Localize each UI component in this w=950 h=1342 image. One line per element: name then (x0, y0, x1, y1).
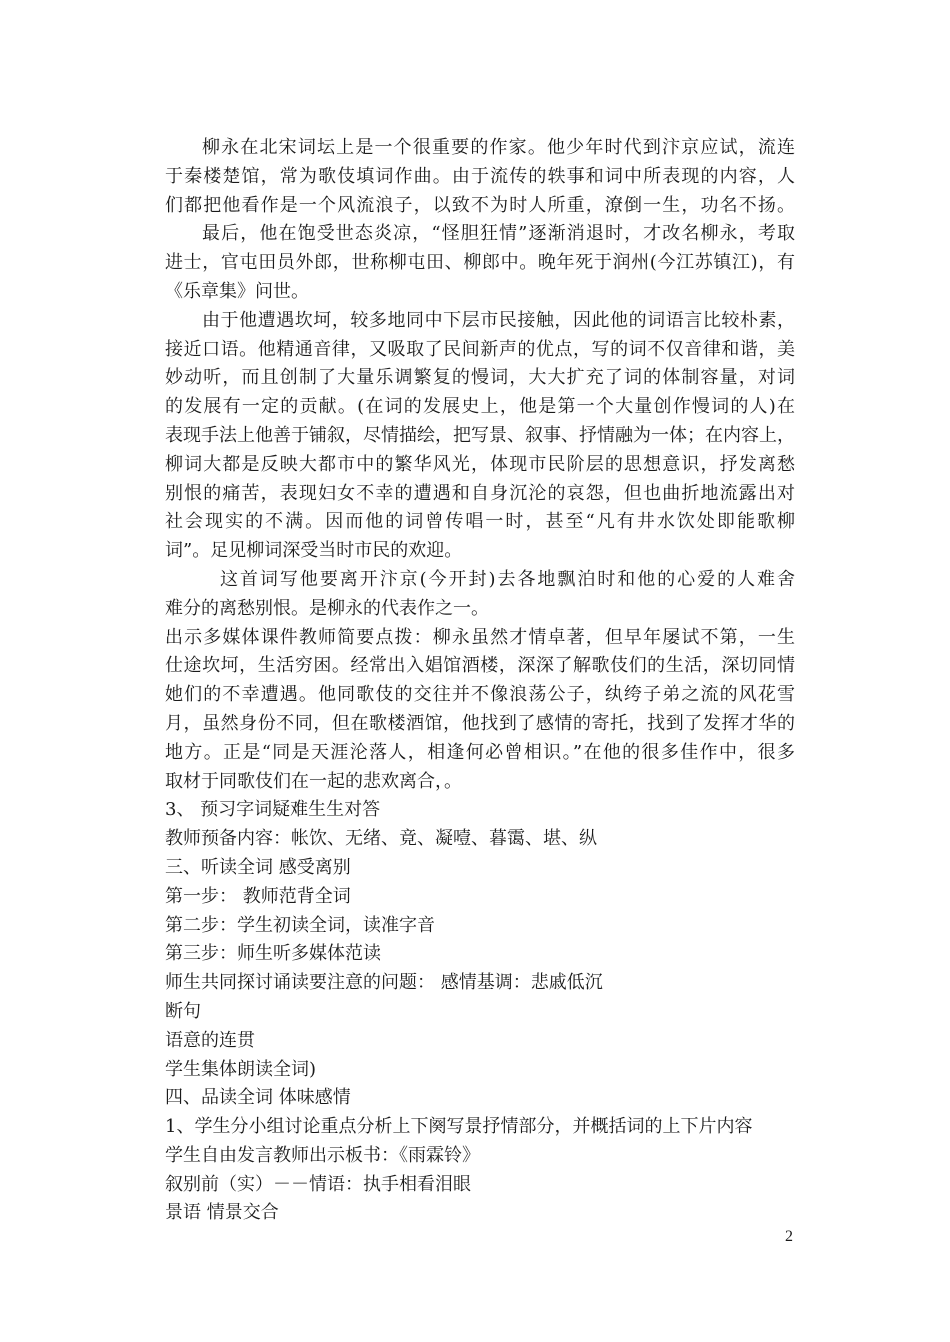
text-line: 由于他遭遇坎坷，较多地同中下层市民接触，因此他的词语言比较朴素， (202, 309, 795, 331)
text-line: 第二步：学生初读全词，读准字音 (165, 914, 435, 936)
text-line: 月，虽然身份不同，但在歌楼酒馆，他找到了感情的寄托，找到了发挥才华的 (165, 712, 795, 734)
text-line: 于秦楼楚馆，常为歌伎填词作曲。由于流传的轶事和词中所表现的内容，人 (165, 165, 795, 187)
text-line: 四、品读全词 体味感情 (165, 1087, 351, 1109)
text-line: 进士，官屯田员外郎，世称柳屯田、柳郎中。晚年死于润州(今江苏镇江)，有 (165, 252, 795, 274)
text-line: 社会现实的不满。因而他的词曾传唱一时，甚至“凡有井水饮处即能歌柳 (165, 511, 795, 533)
text-line: 接近口语。他精通音律，又吸取了民间新声的优点，写的词不仅音律和谐，美 (165, 338, 795, 360)
text-line: 景语 情景交合 (165, 1202, 279, 1224)
text-line: 柳词大都是反映大都市中的繁华风光，体现市民阶层的思想意识，抒发离愁 (165, 453, 795, 475)
page-number: 2 (785, 1228, 793, 1245)
text-line: 第三步：师生听多媒体范读 (165, 943, 381, 965)
text-line: 表现手法上他善于铺叙，尽情描绘，把写景、叙事、抒情融为一体；在内容上， (165, 424, 795, 446)
text-line: 难分的离愁别恨。是柳永的代表作之一。 (165, 597, 489, 619)
text-line: 柳永在北宋词坛上是一个很重要的作家。他少年时代到汴京应试，流连 (202, 137, 795, 158)
text-line: 3、 预习字词疑难生生对答 (165, 799, 381, 821)
text-line: 妙动听，而且创制了大量乐调繁复的慢词，大大扩充了词的体制容量，对词 (165, 367, 795, 389)
text-line: 们都把他看作是一个风流浪子，以致不为时人所重，潦倒一生，功名不扬。 (165, 194, 795, 216)
text-line: 语意的连贯 (165, 1029, 255, 1051)
text-line: 教师预备内容：帐饮、无绪、竟、凝噎、暮霭、堪、纵 (165, 828, 597, 850)
text-line: 学生集体朗读全词) (165, 1058, 317, 1080)
text-line: 学生自由发言教师出示板书：《雨霖铃》 (165, 1144, 480, 1166)
text-line: 最后，他在饱受世态炎凉，“怪胆狂情”逐渐消退时，才改名柳永，考取 (202, 223, 795, 245)
text-line: 别恨的痛苦，表现妇女不幸的遭遇和自身沉沦的哀怨，但也曲折地流露出对 (165, 482, 795, 504)
text-line: 地方。正是“同是天涯沦落人，相逢何必曾相识。”在他的很多佳作中，很多 (165, 741, 795, 763)
text-line: 这首词写他要离开汴京(今开封)去各地飘泊时和他的心爱的人难舍 (220, 568, 795, 590)
text-line: 词”。足见柳词深受当时市民的欢迎。 (165, 540, 463, 562)
text-line: 出示多媒体课件教师简要点拨：柳永虽然才情卓著，但早年屡试不第，一生 (165, 626, 795, 648)
text-line: 断句 (165, 1000, 201, 1022)
text-line: 她们的不幸遭遇。他同歌伎的交往并不像浪荡公子，纨绔子弟之流的风花雪 (165, 684, 795, 706)
document-body (165, 134, 795, 1228)
text-line: 仕途坎坷，生活穷困。经常出入娼馆酒楼，深深了解歌伎们的生活，深切同情 (165, 655, 795, 677)
text-line: 叙别前（实）－－情语：执手相看泪眼 (165, 1173, 471, 1195)
text-line: 师生共同探讨诵读要注意的问题： 感情基调：悲戚低沉 (165, 972, 603, 994)
text-line: 的发展有一定的贡献。(在词的发展史上，他是第一个大量创作慢词的人)在 (165, 396, 795, 418)
text-line: 取材于同歌伎们在一起的悲欢离合，。 (165, 770, 462, 792)
text-line: 第一步： 教师范背全词 (165, 885, 351, 907)
text-line: 1、学生分小组讨论重点分析上下阕写景抒情部分，并概括词的上下片内容 (165, 1116, 753, 1138)
text-line: 《乐章集》问世。 (165, 280, 309, 302)
text-line: 三、听读全词 感受离别 (165, 856, 351, 878)
